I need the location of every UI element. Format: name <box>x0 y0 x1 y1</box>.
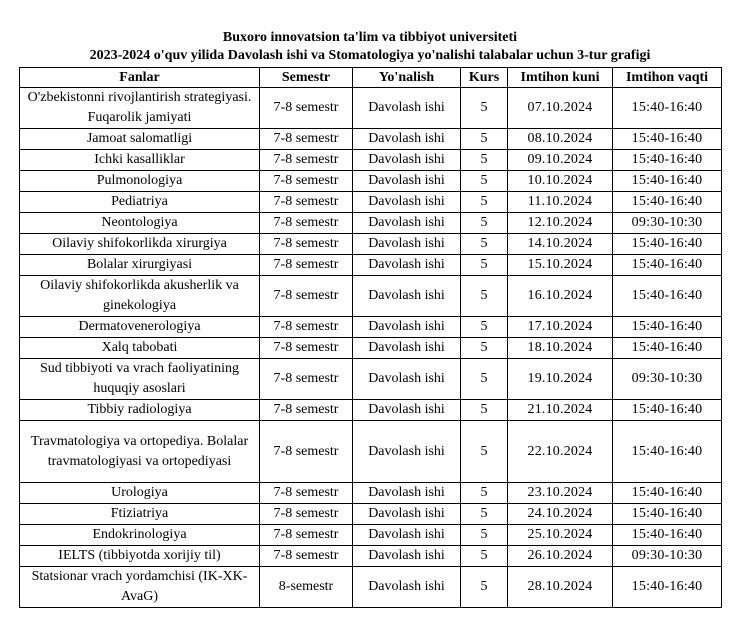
direction-cell: Davolash ishi <box>353 483 461 504</box>
table-row <box>20 213 722 234</box>
exam-date-cell: 10.10.2024 <box>508 171 613 192</box>
exam-date-cell: 18.10.2024 <box>508 338 613 359</box>
exam-time-cell: 15:40-16:40 <box>613 483 722 504</box>
exam-time-cell: 15:40-16:40 <box>613 192 722 213</box>
exam-date-cell: 16.10.2024 <box>508 276 613 317</box>
course-cell: 5 <box>461 255 508 276</box>
subject-cell: Jamoat salomatligi <box>20 129 260 150</box>
table-row <box>20 192 722 213</box>
exam-date-cell: 23.10.2024 <box>508 483 613 504</box>
table-header-row <box>20 68 722 88</box>
exam-date-cell: 08.10.2024 <box>508 129 613 150</box>
subject-cell: Bolalar xirurgiyasi <box>20 255 260 276</box>
table-row <box>20 567 722 608</box>
subject-cell: Pediatriya <box>20 192 260 213</box>
subject-cell: Neontologiya <box>20 213 260 234</box>
exam-date-cell: 17.10.2024 <box>508 317 613 338</box>
exam-time-cell: 15:40-16:40 <box>613 150 722 171</box>
semester-cell: 7-8 semestr <box>260 276 353 317</box>
direction-cell: Davolash ishi <box>353 192 461 213</box>
semester-cell: 7-8 semestr <box>260 359 353 400</box>
exam-time-cell: 15:40-16:40 <box>613 338 722 359</box>
exam-date-cell: 28.10.2024 <box>508 567 613 608</box>
subject-cell: Tibbiy radiologiya <box>20 400 260 421</box>
exam-time-cell: 15:40-16:40 <box>613 567 722 608</box>
exam-time-cell: 09:30-10:30 <box>613 213 722 234</box>
semester-cell: 7-8 semestr <box>260 421 353 483</box>
course-cell: 5 <box>461 546 508 567</box>
column-header-direction: Yo'nalish <box>353 68 461 88</box>
subject-cell: Oilaviy shifokorlikda xirurgiya <box>20 234 260 255</box>
course-cell: 5 <box>461 213 508 234</box>
direction-cell: Davolash ishi <box>353 234 461 255</box>
subject-cell: Urologiya <box>20 483 260 504</box>
subject-cell: Sud tibbiyoti va vrach faoliyatining huquqiy asoslari <box>20 359 260 400</box>
column-header-subjects: Fanlar <box>20 68 260 88</box>
column-header-exam-time: Imtihon vaqti <box>613 68 722 88</box>
exam-date-cell: 21.10.2024 <box>508 400 613 421</box>
semester-cell: 7-8 semestr <box>260 546 353 567</box>
semester-cell: 7-8 semestr <box>260 338 353 359</box>
table-row <box>20 171 722 192</box>
exam-time-cell: 15:40-16:40 <box>613 421 722 483</box>
direction-cell: Davolash ishi <box>353 546 461 567</box>
semester-cell: 7-8 semestr <box>260 150 353 171</box>
exam-date-cell: 25.10.2024 <box>508 525 613 546</box>
exam-time-cell: 15:40-16:40 <box>613 276 722 317</box>
table-row <box>20 359 722 400</box>
exam-date-cell: 14.10.2024 <box>508 234 613 255</box>
exam-date-cell: 22.10.2024 <box>508 421 613 483</box>
exam-time-cell: 15:40-16:40 <box>613 88 722 129</box>
direction-cell: Davolash ishi <box>353 504 461 525</box>
table-row <box>20 546 722 567</box>
table-row <box>20 276 722 317</box>
exam-time-cell: 15:40-16:40 <box>613 129 722 150</box>
exam-date-cell: 19.10.2024 <box>508 359 613 400</box>
table-row <box>20 317 722 338</box>
table-row <box>20 88 722 129</box>
table-row <box>20 525 722 546</box>
exam-time-cell: 15:40-16:40 <box>613 504 722 525</box>
exam-date-cell: 24.10.2024 <box>508 504 613 525</box>
semester-cell: 8-semestr <box>260 567 353 608</box>
exam-time-cell: 09:30-10:30 <box>613 359 722 400</box>
exam-time-cell: 15:40-16:40 <box>613 525 722 546</box>
direction-cell: Davolash ishi <box>353 421 461 483</box>
course-cell: 5 <box>461 150 508 171</box>
column-header-exam-date: Imtihon kuni <box>508 68 613 88</box>
direction-cell: Davolash ishi <box>353 525 461 546</box>
semester-cell: 7-8 semestr <box>260 213 353 234</box>
direction-cell: Davolash ishi <box>353 400 461 421</box>
course-cell: 5 <box>461 359 508 400</box>
table-row <box>20 504 722 525</box>
direction-cell: Davolash ishi <box>353 567 461 608</box>
direction-cell: Davolash ishi <box>353 171 461 192</box>
table-row <box>20 150 722 171</box>
course-cell: 5 <box>461 483 508 504</box>
exam-date-cell: 15.10.2024 <box>508 255 613 276</box>
semester-cell: 7-8 semestr <box>260 171 353 192</box>
subject-cell: Ichki kasalliklar <box>20 150 260 171</box>
subject-cell: Travmatologiya va ortopediya. Bolalar travmatologiyasi va ortopediyasi <box>20 421 260 483</box>
exam-date-cell: 11.10.2024 <box>508 192 613 213</box>
direction-cell: Davolash ishi <box>353 129 461 150</box>
direction-cell: Davolash ishi <box>353 150 461 171</box>
exam-date-cell: 26.10.2024 <box>508 546 613 567</box>
subject-cell: IELTS (tibbiyotda xorijiy til) <box>20 546 260 567</box>
exam-time-cell: 09:30-10:30 <box>613 546 722 567</box>
subject-cell: Xalq tabobati <box>20 338 260 359</box>
subject-cell: Ftiziatriya <box>20 504 260 525</box>
table-row <box>20 483 722 504</box>
direction-cell: Davolash ishi <box>353 255 461 276</box>
direction-cell: Davolash ishi <box>353 213 461 234</box>
exam-time-cell: 15:40-16:40 <box>613 255 722 276</box>
course-cell: 5 <box>461 567 508 608</box>
subject-cell: Endokrinologiya <box>20 525 260 546</box>
semester-cell: 7-8 semestr <box>260 525 353 546</box>
document-title: Buxoro innovatsion ta'lim va tibbiyot universiteti <box>222 30 518 45</box>
exam-time-cell: 15:40-16:40 <box>613 234 722 255</box>
exam-schedule-table <box>19 67 722 608</box>
table-row <box>20 421 722 483</box>
table-row <box>20 129 722 150</box>
exam-date-cell: 07.10.2024 <box>508 88 613 129</box>
course-cell: 5 <box>461 525 508 546</box>
semester-cell: 7-8 semestr <box>260 483 353 504</box>
exam-time-cell: 15:40-16:40 <box>613 400 722 421</box>
direction-cell: Davolash ishi <box>353 338 461 359</box>
exam-time-cell: 15:40-16:40 <box>613 171 722 192</box>
subject-cell: Dermatovenerologiya <box>20 317 260 338</box>
column-header-course: Kurs <box>461 68 508 88</box>
semester-cell: 7-8 semestr <box>260 129 353 150</box>
semester-cell: 7-8 semestr <box>260 88 353 129</box>
course-cell: 5 <box>461 338 508 359</box>
course-cell: 5 <box>461 171 508 192</box>
exam-date-cell: 09.10.2024 <box>508 150 613 171</box>
direction-cell: Davolash ishi <box>353 88 461 129</box>
semester-cell: 7-8 semestr <box>260 255 353 276</box>
course-cell: 5 <box>461 317 508 338</box>
subject-cell: Oilaviy shifokorlikda akusherlik va ginekologiya <box>20 276 260 317</box>
subject-cell: Pulmonologiya <box>20 171 260 192</box>
course-cell: 5 <box>461 192 508 213</box>
semester-cell: 7-8 semestr <box>260 192 353 213</box>
table-row <box>20 338 722 359</box>
table-row <box>20 400 722 421</box>
subject-cell: O'zbekistonni rivojlantirish strategiyasi. Fuqarolik jamiyati <box>20 88 260 129</box>
semester-cell: 7-8 semestr <box>260 234 353 255</box>
table-row <box>20 255 722 276</box>
direction-cell: Davolash ishi <box>353 359 461 400</box>
course-cell: 5 <box>461 504 508 525</box>
course-cell: 5 <box>461 234 508 255</box>
exam-date-cell: 12.10.2024 <box>508 213 613 234</box>
exam-time-cell: 15:40-16:40 <box>613 317 722 338</box>
semester-cell: 7-8 semestr <box>260 504 353 525</box>
table-row <box>20 234 722 255</box>
course-cell: 5 <box>461 129 508 150</box>
course-cell: 5 <box>461 276 508 317</box>
subject-cell: Statsionar vrach yordamchisi (IK-XK-AvaG) <box>20 567 260 608</box>
semester-cell: 7-8 semestr <box>260 317 353 338</box>
column-header-semester: Semestr <box>260 68 353 88</box>
course-cell: 5 <box>461 88 508 129</box>
document-subtitle: 2023-2024 o'quv yilida Davolash ishi va Stomatologiya yo'nalishi talabalar uchun 3-tur grafigi <box>89 48 651 63</box>
course-cell: 5 <box>461 421 508 483</box>
semester-cell: 7-8 semestr <box>260 400 353 421</box>
course-cell: 5 <box>461 400 508 421</box>
direction-cell: Davolash ishi <box>353 276 461 317</box>
direction-cell: Davolash ishi <box>353 317 461 338</box>
